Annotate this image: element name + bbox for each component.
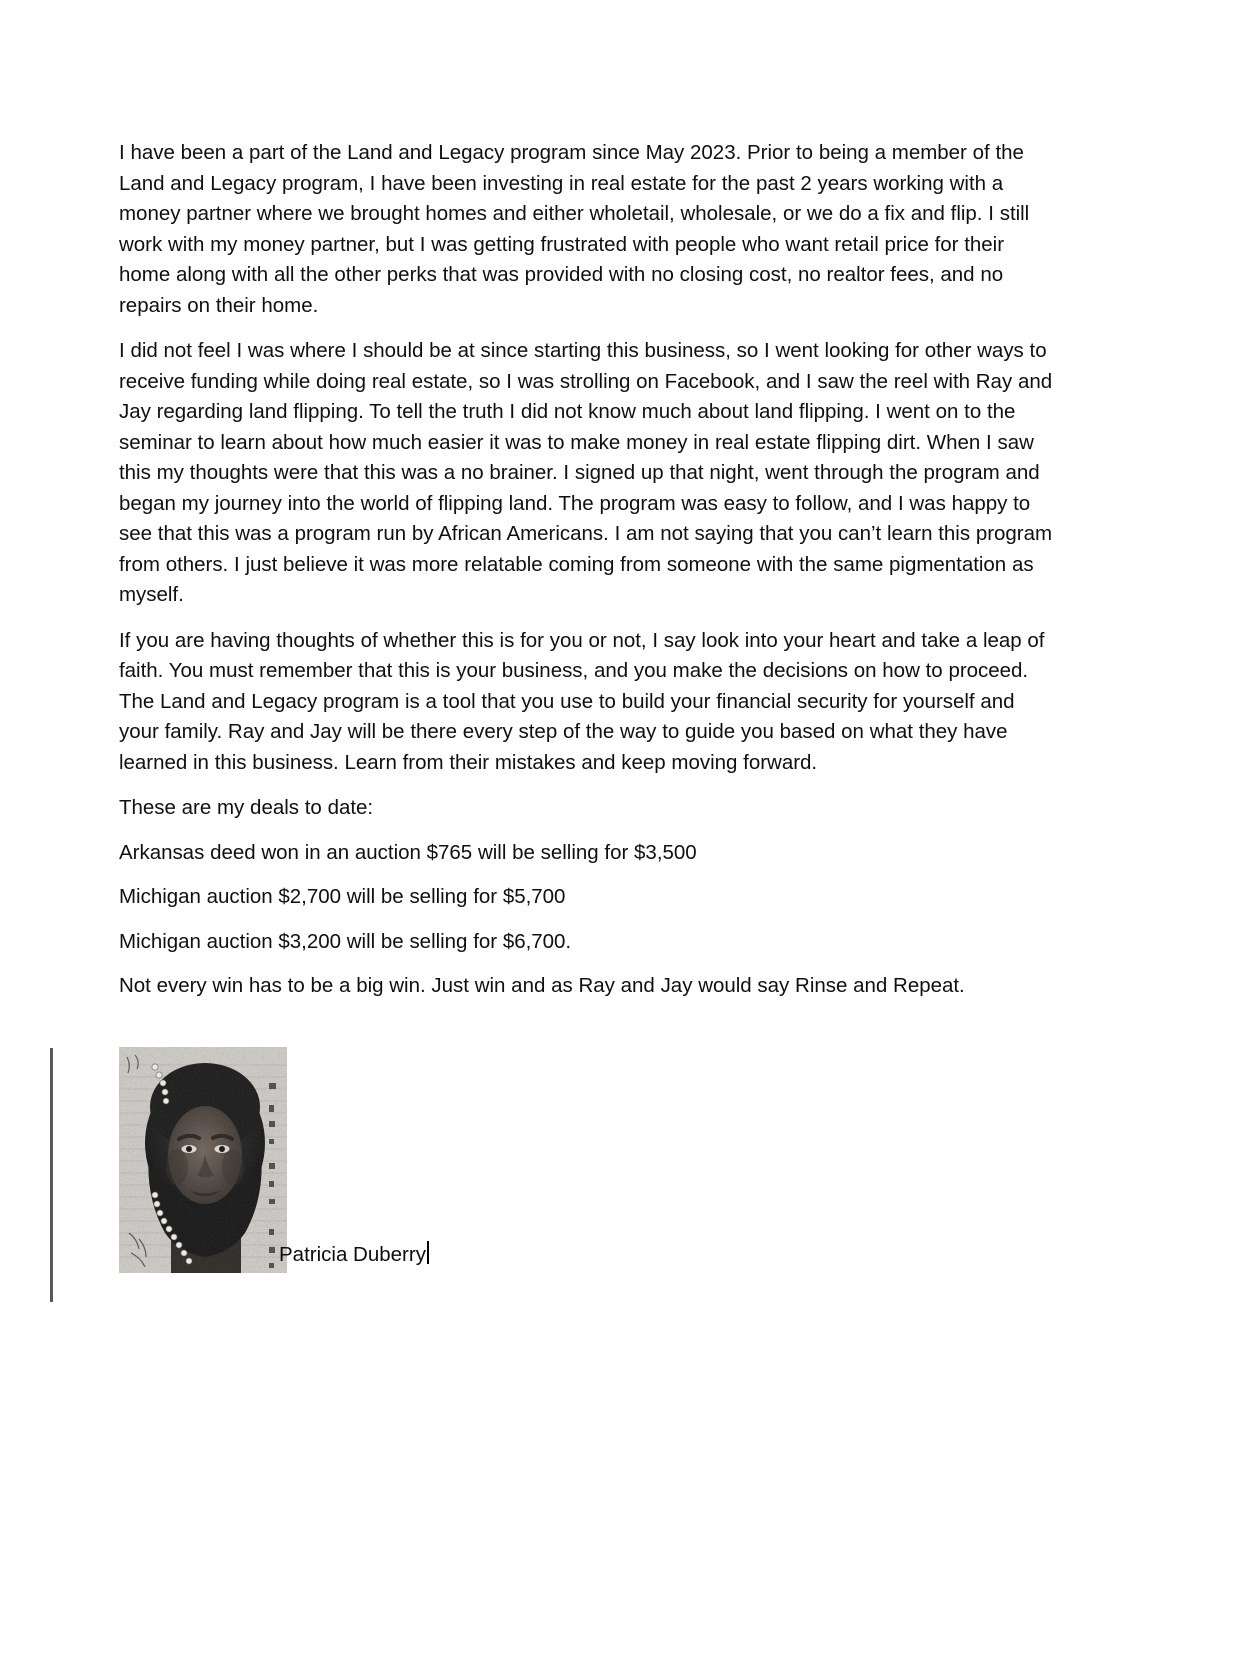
deal-item-2: Michigan auction $2,700 will be selling for $5,700 [119, 885, 566, 908]
paragraph-1: I have been a part of the Land and Legacy program since May 2023. Prior to being a member of the Land and Legacy program, I have been investing in real estate for the past 2 years working with a money partner where we brought homes and either wholetail, wholesale, or we do a fix and flip. I still work with my money partner, but I was getting frustrated with people who want retail price for their home along with all the other perks that was provided with no closing cost, no realtor fees, and no repairs on their home. [119, 141, 1030, 317]
signature-name-row [119, 1238, 429, 1270]
signature-block [0, 1040, 1239, 1315]
document-body [119, 138, 1060, 1016]
change-bar [50, 1048, 53, 1302]
deal-item-1: Arkansas deed won in an auction $765 will be selling for $3,500 [119, 840, 697, 864]
closing-paragraph: Not every win has to be a big win. Just win and as Ray and Jay would say Rinse and Repeat. [119, 974, 965, 997]
deals-heading: These are my deals to date: [119, 796, 374, 819]
paragraph-3: If you are having thoughts of whether this is for you or not, I say look into your heart and take a leap of faith. You must remember that this is your business, and you make the decisions on how to proceed. The Land and Legacy program is a tool that you use to build your financial security for yourself and your family. Ray and Jay will be there every step of the way to guide you based on what they have learned in this business. Learn from their mistakes and keep moving forward. [119, 628, 1045, 774]
signature-name: Patricia Duberry [279, 1243, 426, 1266]
paragraph-2: I did not feel I was where I should be at since starting this business, so I went looking for other ways to receive funding while doing real estate, so I was strolling on Facebook, and I saw the reel with Ray and Jay regarding land flipping. To tell the truth I did not know much about land flipping. I went on to the seminar to learn about how much easier it was to make money in real estate flipping dirt. When I saw this my thoughts were that this was a no brainer. I signed up that night, went through the program and began my journey into the world of flipping land. The program was easy to follow, and I was happy to see that this was a program run by African Americans. I am not saying that you can’t learn this program from others. I just believe it was more relatable coming from someone with the same pigmentation as myself. [119, 339, 1053, 606]
text-cursor-caret [427, 1241, 429, 1264]
deal-item-3: Michigan auction $3,200 will be selling for $6,700. [119, 929, 572, 953]
